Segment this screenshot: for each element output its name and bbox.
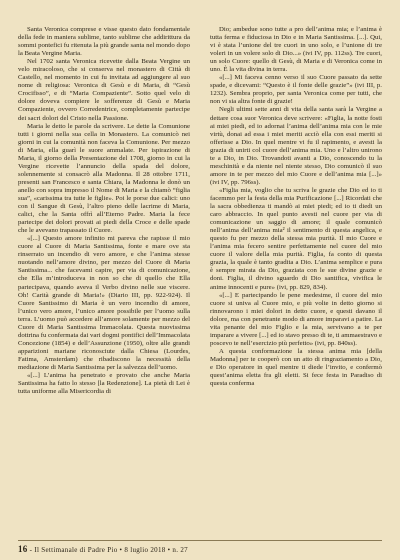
footer-rule [18,540,382,541]
left-text-column [18,26,190,534]
body-paragraph: «[...] Mi faceva cenno verso il suo Cuore passato da sette spade, e dicevami: “Questo è il fonte delle grazie”» (ivi III, p. 1232). Sembra proprio, per santa Veronica come per tutti, che non vi sia altra fonte di grazie! [210,74,382,106]
body-paragraph: A questa conformazione la stessa anima mia [della Madonna] per te cooperò con un atto di ringraziamento a Dio, e Dio operatore in quel mentre ti diede l’invito, e confermò quest’anima eletta fra gli eletti. Si fece festa in Paradiso di questa conferma [210,347,382,388]
body-paragraph: «[...] L’anima ha penetrato e provato che anche Maria Santissima ha fatto lo stesso [la Redenzione]. La pietà di Lei è tutta uniforme alla Misericordia di [18,372,190,396]
body-paragraph: Maria le detto le parole da scrivere. Le dette la Comunione tutti i giorni nella sua cella in Monastero. La comunicò nei giorni in cui la comunità non faceva la Comunione. Per mezzo di Maria, ella guarì le suore ammalate. Per ispirazione di Maria, il giorno della Presentazione del 1708, giorno in cui la Vergine ricevette l’annuncio della spada del dolore, solennemente si consacrò alla Madonna. Il 28 ottobre 1711, presenti san Francesco e santa Chiara, la Madonna le donò un anello con sopra impresso il Nome di Maria e la chiamò “figlia sua”, «carissima tra tutte le figlie». Poi le porse due calici: uno con il Sangue di Gesù, l’altro pieno delle lacrime di Maria, calici, che la Santa offrì all’Eterno Padre. Maria la fece partecipe dei dolori provati ai piedi della Croce e delle spade che le avevano trapassato il Cuore. [18,122,190,235]
right-text-column [210,26,382,534]
page-number: 16 [18,544,28,554]
body-paragraph: «[...] Questo amore infinito mi pareva che rapisse il mio cuore al Cuore di Maria Santissima, fonte e mare ove sta rinserrato un incendio di vero amore, e che l’anima stesse nuotando nell’amore divino, per mezzo del Cuore di Maria Santissima... che facevami capire, per via di comunicazione, che Ella m’introduceva in non so che di quello che Ella partecipava, quando aveva il Verbo divino nelle sue viscere. Oh! Carità grande di Maria!» (Diario III, pp. 922-924). Il Cuore Santissimo di Maria è un vero incendio di amore, l’unico vero amore, l’unico amore possibile per l’uomo sulla terra. L’uomo può accedere all’amore solamente per mezzo del Cuore di Maria Santissima Immacolata. Questa nuovissima dottrina fu confermata dai vari dogmi pontifici dell’Immacolata Concezione (1854) e dell’Assunzione (1950), oltre alle grandi apparizioni mariane riconosciute dalla Chiesa (Lourdes, Fatima, Amsterdam) che ribadiscono la necessità della mediazione di Maria Santissima per la salvezza dell’uomo. [18,235,190,371]
body-paragraph: «[...] E partecipando le pene medesime, il cuore del mio cuore si univa al Cuore mio, e più volte in detto giorno si rinnovarono i miei dolori in detto cuore, e questi davano il dolore, ma con penetrante modo di amore imparavi a patire. La vita penante del mio Figlio e la mia, servivano a te per imparare a vivere [...] ed io stavo presso di te, ti ammaestravo e poscevo te nell’esercizio più perfetto» (ivi, pp. 840ss). [210,291,382,347]
body-paragraph: Negli ultimi sette anni di vita della santa sarà la Vergine a dettare cosa suor Veronica deve scrivere: «Figlia, la notte fosti ai miei piedi, ed io adornai l’anima dell’anima mia con le mie virtù, donai ad essa i miei meriti acciò ella con essi meriti si offerisse a Dio. In quel mentre vi fu il rapimento, e avesti la grazia di unirti col cuore dell’anima mia. Uno e l’altro unirono te a Dio, in Dio. Trovandoti avanti a Dio, conoscendo tu la meschinità e da niente nel niente stesso, Dio comunicò il suo amore in te per mezzo del mio Cuore e dell’anima mia [...]» (ivi IV, pp. 796ss). [210,106,382,186]
body-paragraph: «Figlia mia, voglio che tu scriva le grazie che Dio ed io ti facemmo per la festa della mia Purificazione [...] Ricordati che la sacra obbedienza ti mandò ai miei piedi; ed io ti diedi un caro abbraccio. In quel punto avesti nel cuore per via di comunicazione un saggio di amore; il quale comunicò nell’anima dell’anima mia² il sentimento di questa angelica, e questo fu per mezzo della stessa mia purità. Il mio Cuore e l’anima mia fecero sentire perfettamente nel cuore del mio cuore il valore della mia purità. Figlia, fa conto di questa grazia, la quale è tanto gradita a Dio. L’anima semplice e pura è sempre mirata da Dio, graziata con le sue divine grazie e doni. Figlia, il divino sguardo di Dio santifica, vivifica le anime innocenti e pure» (ivi, pp. 829, 834). [210,186,382,291]
footer-sep: - [29,546,35,554]
body-paragraph: Nel 1702 santa Veronica ricevette dalla Beata Vergine un velo miracoloso, che si conserva nel monastero di Città di Castello, nel momento in cui fu invitata ad aggiungere al suo nome di religiosa: Veronica di Gesù e di Maria, di “Gesù Crocifisso”, e di “Maria Compaziente”. Sotto quel velo di dolore doveva compiere le sofferenze di Gesù e Maria Compaziente, ovvero Corredentrice, completamente partecipe dei sacri dolori del Cristo nella Passione. [18,58,190,122]
page-footer [18,543,382,555]
body-paragraph: Dio; ambedue sono tutte a pro dell’anima mia; e l’anima è tutta ferma e fiduciosa in Dio e in Maria Santissima. [...]. Qui, vi è stata l’unione del tre cuori in uno solo, e l’unione di tre voleri in un volere solo di Dio...» (ivi IV, pp. 112ss). Tre cuori, un solo Cuore: quello di Gesù, di Maria e di Veronica come in uno. È la vita divina in terra. [210,26,382,74]
footer-running-text: Il Settimanale di Padre Pio • 8 luglio 2018 • n. 27 [34,546,188,554]
body-paragraph: Santa Veronica comprese e visse questo dato fondamentale della fede in maniera sublime, tanto sublime che addirittura da sommi pontefici fu ritenuta la più grande santa nel mondo dopo la Beata Vergine Maria. [18,26,190,58]
